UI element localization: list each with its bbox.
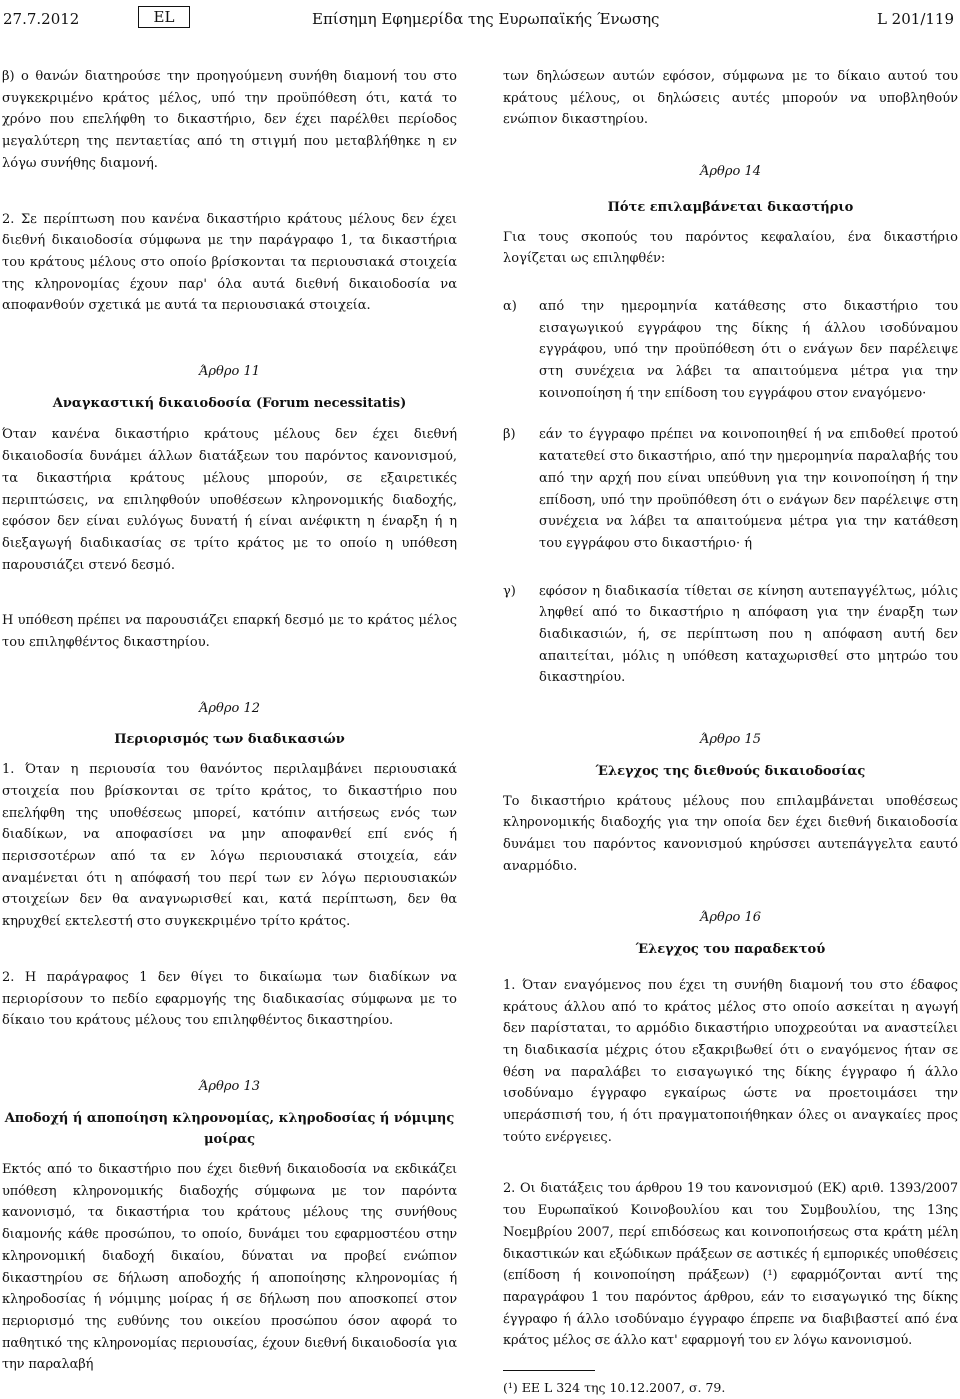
list-item [503,296,958,405]
article-11-paragraph-1: Όταν κανένα δικαστήριο κράτους μέλους δεν έχει διεθνή δικαιοδοσία δυνάμει άλλων διατάξεων του παρόντος κανονισμού, τα δικαστήρια κράτους μέλους μπορούν, σε εξαιρετικές περιπτώσεις, να επιληφθούν υποθέσεων κληρονομικής διαδοχής, εφόσον δεν είναι ευλόγως δυνατή ή είναι ανέφικτη η έναρξη ή η διεξαγωγή διαδικασίας σε τρίτο κράτος με το οποίο η υπόθεση παρουσιάζει στενό δεσμό. [2,427,457,573]
list-item [503,424,958,554]
article-14-title: Πότε επιλαμβάνεται δικαστήριο [607,199,854,215]
article-16-paragraph-1: 1. Όταν εναγόμενος που έχει τη συνήθη διαμονή του στο έδαφος κράτους άλλου από το κράτος μέλος στο οποίο ασκείται η αγωγή δεν παρίσταται, το αρμόδιο δικαστήριο υποχρεούται να αναστείλει τη διαδικασία μέχρις ότου εξακριβωθεί ότι ο εναγόμενος ήταν σε θέση να παραλάβει το εισαγωγικό της δίκης έγγραφο ή άλλο ισοδύναμο έγγραφο εγκαίρως ώστε να προετοιμάσει την υπεράσπισή του, ή ότι πραγματοποιήθηκαν όλες οι αναγκαίες προς τούτο ενέργειες. [503,977,958,1145]
journal-title: Επίσημη Εφημερίδα της Ευρωπαϊκής Ένωσης [312,10,660,28]
list-item-label: γ) [503,583,516,599]
list-item-label: α) [503,298,517,314]
language-badge: EL [138,6,190,28]
list-item [503,581,958,690]
article-15-number: Άρθρο 15 [699,732,761,748]
page-header [0,6,960,34]
article-13-number: Άρθρο 13 [198,1078,260,1094]
article-14-intro: Για τους σκοπούς του παρόντος κεφαλαίου, ένα δικαστήριο λογίζεται ως επιληφθέν: [503,229,958,267]
article-13-title: Αποδοχή ή αποποίηση κληρονομίας, κληροδοσίας ή νόμιμης μοίρας [4,1110,455,1148]
article-16-number: Άρθρο 16 [699,910,761,926]
article-12-paragraph-1: 1. Όταν η περιουσία του θανόντος περιλαμβάνει περιουσιακά στοιχεία που βρίσκονται σε τρίτο κράτος, το δικαστήριο που επελήφθη της υποθέσεως μπορεί, κατόπιν αιτήσεως ενός των διαδίκων, να αποφασίσει να μην αποφανθεί επί ενός ή περισσοτέρων από τα εν λόγω περιουσιακά στοιχεία, εάν αναμένεται ότι η απόφασή του περί των εν λόγω περιουσιακών στοιχείων δεν θα αναγνωρισθεί και, κατά περίπτωση, δεν θα κηρυχθεί εκτελεστή στο συγκεκριμένο τρίτο κράτος. [2,762,457,930]
article-15-title: Έλεγχος της διεθνούς δικαιοδοσίας [595,763,866,779]
article-11-title: Αναγκαστική δικαιοδοσία (Forum necessitatis) [52,395,407,411]
header-date: 27.7.2012 [3,10,80,28]
continued-paragraph: των δηλώσεων αυτών εφόσον, σύμφωνα με το δίκαιο αυτού του κράτους μέλους, οι δηλώσεις αυτές μπορούν να υποβληθούν ενώπιον δικαστηρίου. [503,69,958,128]
article-12-number: Άρθρο 12 [198,700,260,716]
list-item-text: εάν το έγγραφο πρέπει να κοινοποιηθεί ή να επιδοθεί προτού κατατεθεί στο δικαστήριο, από την ημερομηνία παραλαβής του από την αρχή που είναι υπεύθυνη για την κοινοποίηση ή την επίδοση, υπό την προϋπόθεση ότι ο ενάγων δεν παρέλειψε στη συνέχεια να λάβει τα απαιτούμενα μέτρα για την κατάθεση του εγγράφου στο δικαστήριο· ή [539,427,958,551]
left-column [2,66,457,1376]
article-11-number: Άρθρο 11 [198,364,260,380]
page-reference: L 201/119 [876,10,954,28]
list-item-text: από την ημερομηνία κατάθεσης στο δικαστήριο του εισαγωγικού εγγράφου της δίκης ή άλλου ισοδύναμου εγγράφου, υπό την προϋπόθεση ότι ο ενάγων δεν παρέλειψε στη συνέχεια να λάβει τα απαιτούμενα μέτρα για την κοινοποίηση ή την επίδοση του εγγράφου στον εναγόμενο· [539,298,958,401]
article-11-paragraph-2: Η υπόθεση πρέπει να παρουσιάζει επαρκή δεσμό με το κράτος μέλος του επιληφθέντος δικαστηρίου. [2,613,457,651]
article-12-title: Περιορισμός των διαδικασιών [114,732,345,748]
article-12-paragraph-2: 2. Η παράγραφος 1 δεν θίγει το δικαίωμα των διαδίκων να περιορίσουν το πεδίο εφαρμογής της διαδικασίας σύμφωνα με το δίκαιο του κράτους μέλους του επιληφθέντος δικαστηρίου. [2,969,457,1029]
list-item-label: β) [503,427,516,443]
list-item-text: εφόσον η διαδικασία τίθεται σε κίνηση αυτεπαγγέλτως, μόλις ληφθεί από το δικαστήριο η απόφαση για την έναρξη των διαδικασιών, ή, σε περίπτωση που η απόφαση αυτή δεν απαιτείται, μόλις η υπόθεση καταχωρισθεί στο μητρώο του δικαστηρίου. [539,583,958,686]
paragraph-b: β) ο θανών διατηρούσε την προηγούμενη συνήθη διαμονή του στο συγκεκριμένο κράτος μέλος, υπό την προϋπόθεση ότι, κατά το χρόνο που επελήφθη το δικαστήριο, δεν έχει παρέλθει περίοδος μεγαλύτερη της πενταετίας από τη στιγμή που μεταβλήθηκε η εν λόγω συνήθης διαμονή. [2,69,457,171]
article-16-title: Έλεγχος του παραδεκτού [635,942,826,958]
footnote: (¹) ΕΕ L 324 της 10.12.2007, σ. 79. [503,1380,726,1396]
article-15-paragraph-1: Το δικαστήριο κράτους μέλους που επιλαμβάνεται υποθέσεως κληρονομικής διαδοχής για την οποία δεν έχει διεθνή δικαιοδοσία δυνάμει του παρόντος κανονισμού κηρύσσει αυτεπάγγελτα εαυτό αναρμόδιο. [503,793,958,874]
article-14-number: Άρθρο 14 [699,164,761,180]
right-column [503,66,958,1399]
footnote-divider [503,1370,595,1371]
article-13-paragraph-1: Εκτός από το δικαστήριο που έχει διεθνή δικαιοδοσία να εκδικάζει υπόθεση κληρονομικής διαδοχής σύμφωνα με τον παρόντα κανονισμό, τα δικαστήρια του κράτους μέλους της συνήθους διαμονής κάθε προσώπου, το οποίο, δυνάμει του εφαρμοστέου στην κληρονομική διαδοχή δικαίου, δύναται να προβεί ενώπιον δικαστηρίου σε δήλωση αποδοχής ή αποποίησης κληρονομίας ή κληροδοσίας ή νόμιμης μοίρας ή σε δήλωση που αποσκοπεί στον περιορισμό της ευθύνης του οικείου προσώπου όσον αφορά το παθητικό της κληρονομίας περιουσίας, έχουν διεθνή δικαιοδοσία για την παραλαβή [2,1162,457,1373]
paragraph-2: 2. Σε περίπτωση που κανένα δικαστήριο κράτους μέλους δεν έχει διεθνή δικαιοδοσία σύμφωνα με την παράγραφο 1, τα δικαστήρια του κράτους μέλους στο οποίο βρίσκονται τα περιουσιακά στοιχεία της κληρονομίας έχουν παρ' όλα αυτά διεθνή δικαιοδοσία να αποφανθούν σχετικά με αυτά τα περιουσιακά στοιχεία. [2,211,457,314]
article-16-paragraph-2: 2. Οι διατάξεις του άρθρου 19 του κανονισμού (ΕΚ) αριθ. 1393/2007 του Ευρωπαϊκού Κοινοβουλίου και του Συμβουλίου, της 13ης Νοεμβρίου 2007, περί επιδόσεως και κοινοποιήσεως στα κράτη μέλη δικαστικών και εξώδικων πράξεων σε αστικές ή εμπορικές υποθέσεις (επίδοση ή κοινοποίηση πράξεων) (¹) εφαρμόζονται αντί της παραγράφου 1 του παρόντος άρθρου, εάν το εισαγωγικό της δίκης έγγραφο ή άλλο ισοδύναμο έγγραφο έπρεπε να διαβιβαστεί από ένα κράτος μέλος σε άλλο κατ' εφαρμογή του εν λόγω κανονισμού. [503,1181,958,1349]
